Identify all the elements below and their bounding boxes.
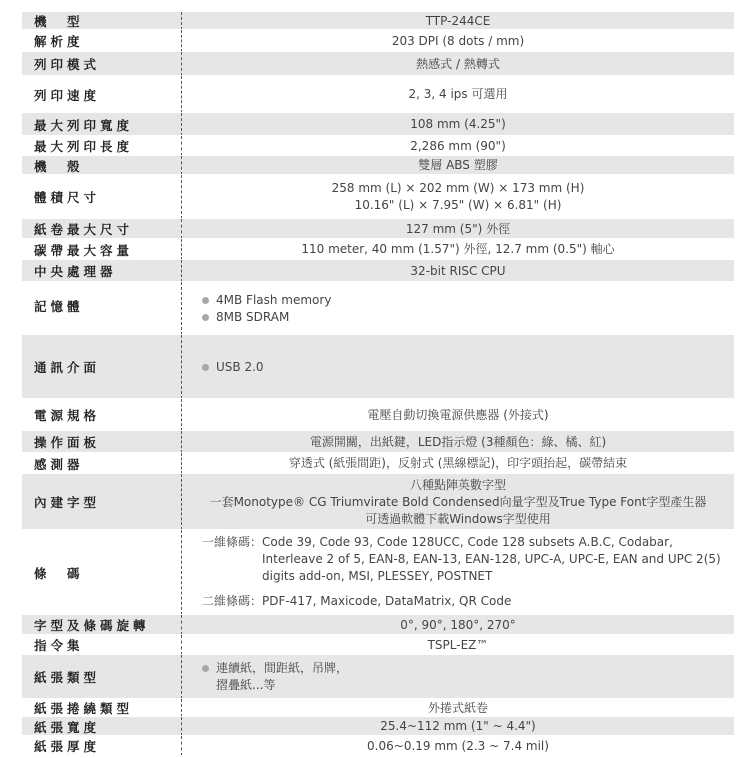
spec-row-cpu xyxy=(22,260,734,282)
spec-row-ribbon-capacity xyxy=(22,239,734,260)
spec-row-barcode xyxy=(22,530,734,615)
spec-value xyxy=(182,260,734,282)
spec-value xyxy=(182,52,734,76)
spec-row-control-panel xyxy=(22,431,734,453)
spec-value xyxy=(182,399,734,431)
bullet-item xyxy=(202,660,348,677)
bullet-text: 連續紙，間距紙，吊牌， xyxy=(216,661,349,675)
spec-value xyxy=(182,175,734,219)
barcode-1d-text: Code 39, Code 93, Code 128UCC, Code 128 subsets A.B.C, Codabar, Interleave 2 of 5, EAN-8, EAN-13, EAN-128, UPC-A, UPC-E, EAN and UPC 2(5) digits add-on, MSI, PLESSEY, POSTNET xyxy=(262,535,721,583)
bullet-dot-icon xyxy=(202,314,209,321)
spec-value xyxy=(182,736,734,756)
spec-row-sensors xyxy=(22,453,734,474)
spec-value xyxy=(182,335,734,399)
spec-value-line: 一套Monotype® CG Triumvirate Bold Condensed向量字型及True Type Font字型產生器 xyxy=(209,494,707,509)
spec-label: 操作面板 xyxy=(22,431,182,453)
spec-label: 字型及條碼旋轉 xyxy=(22,615,182,635)
spec-row-command-set xyxy=(22,635,734,655)
bullet-item xyxy=(202,359,264,376)
spec-value xyxy=(182,76,734,113)
spec-row-media-wound xyxy=(22,699,734,717)
spec-value-line: TTP-244CE xyxy=(425,13,491,28)
bullet-text: 8MB SDRAM xyxy=(216,309,290,324)
spec-value-line: 258 mm (L) × 202 mm (W) × 173 mm (H) xyxy=(331,181,585,195)
spec-value xyxy=(182,530,734,615)
spec-value xyxy=(182,655,734,699)
spec-label: 內建字型 xyxy=(22,474,182,530)
spec-value-line: 2,286 mm (90") xyxy=(410,138,506,153)
spec-value xyxy=(182,474,734,530)
spec-label: 最大列印長度 xyxy=(22,136,182,156)
spec-value-line: 203 DPI (8 dots / mm) xyxy=(391,33,525,48)
spec-value-line: 127 mm (5") 外徑 xyxy=(405,221,511,236)
spec-row-internal-fonts xyxy=(22,474,734,530)
spec-value xyxy=(182,282,734,335)
spec-row-max-roll-size xyxy=(22,219,734,239)
bullet-dot-icon xyxy=(202,364,209,371)
spec-row-interface xyxy=(22,335,734,399)
spec-value xyxy=(182,12,734,30)
spec-row-memory xyxy=(22,282,734,335)
spec-label: 條 碼 xyxy=(22,530,182,615)
barcode-2d-text: PDF-417, Maxicode, DataMatrix, QR Code xyxy=(262,594,512,608)
spec-value xyxy=(182,699,734,717)
bullet-text: 4MB Flash memory xyxy=(216,292,332,307)
spec-value-line: 32-bit RISC CPU xyxy=(410,263,506,278)
spec-row-media-type xyxy=(22,655,734,699)
spec-value xyxy=(182,635,734,655)
barcode-2d-label: 二維條碼： xyxy=(202,594,263,608)
spec-row-resolution xyxy=(22,30,734,52)
spec-value-line: 110 meter, 40 mm (1.57") 外徑, 12.7 mm (0.5") 軸心 xyxy=(301,242,615,256)
spec-value xyxy=(182,431,734,453)
spec-value-line: 電壓自動切換電源供應器 (外接式) xyxy=(367,407,549,422)
spec-label: 紙張寬度 xyxy=(22,717,182,736)
spec-value-line: 電源開關，出紙鍵，LED指示燈 (3種顏色：綠、橘、紅) xyxy=(309,434,607,449)
spec-value xyxy=(182,156,734,175)
spec-label: 紙張厚度 xyxy=(22,736,182,756)
spec-label: 最大列印寬度 xyxy=(22,113,182,136)
spec-label: 中央處理器 xyxy=(22,260,182,282)
spec-label: 機 型 xyxy=(22,12,182,30)
spec-label: 列印速度 xyxy=(22,76,182,113)
spec-row-power xyxy=(22,399,734,431)
spec-label: 列印模式 xyxy=(22,52,182,76)
spec-label: 紙張捲繞類型 xyxy=(22,699,182,717)
spec-value-line: 10.16" (L) × 7.95" (W) × 6.81" (H) xyxy=(354,198,562,212)
spec-label: 體積尺寸 xyxy=(22,175,182,219)
spec-value-line: 外捲式紙卷 xyxy=(427,700,488,715)
spec-row-housing xyxy=(22,156,734,175)
spec-value-line: 可透過軟體下載Windows字型使用 xyxy=(365,511,551,526)
spec-label: 電源規格 xyxy=(22,399,182,431)
bullet-text: 摺疊紙...等 xyxy=(216,678,276,692)
spec-value xyxy=(182,136,734,156)
spec-value-line: 25.4~112 mm (1" ~ 4.4") xyxy=(380,719,536,733)
spec-value xyxy=(182,219,734,239)
spec-value xyxy=(182,30,734,52)
spec-value-line: 0.06~0.19 mm (2.3 ~ 7.4 mil) xyxy=(367,738,549,753)
bullet-dot-icon xyxy=(202,665,209,672)
spec-row-rotation xyxy=(22,615,734,635)
bullet-item xyxy=(202,309,289,326)
spec-row-model xyxy=(22,12,734,30)
spec-value-line: 雙層 ABS 塑膠 xyxy=(418,158,498,172)
barcode-1d-label: 一維條碼： xyxy=(202,535,263,549)
bullet-dot-icon xyxy=(202,297,209,304)
barcode-2d xyxy=(202,593,511,610)
spec-value xyxy=(182,717,734,736)
spec-row-media-thickness xyxy=(22,736,734,756)
spec-value-line: 熱感式 / 熱轉式 xyxy=(416,56,500,71)
spec-label: 通訊介面 xyxy=(22,335,182,399)
spec-value-line: 0°, 90°, 180°, 270° xyxy=(400,617,516,632)
spec-value xyxy=(182,615,734,635)
spec-value-line: 八種點陣英數字型 xyxy=(409,477,506,492)
bullet-item xyxy=(202,292,331,309)
spec-value-line: 108 mm (4.25") xyxy=(410,117,506,131)
spec-value-line: TSPL-EZ™ xyxy=(427,637,489,652)
spec-row-print-mode xyxy=(22,52,734,76)
spec-value-line: 穿透式 (紙張間距)，反射式 (黑線標記)，印字頭抬起，碳帶結束 xyxy=(288,456,628,470)
spec-label: 記憶體 xyxy=(22,282,182,335)
spec-label: 紙張類型 xyxy=(22,655,182,699)
barcode-1d xyxy=(202,534,727,585)
spec-label: 碳帶最大容量 xyxy=(22,239,182,260)
bullet-continuation xyxy=(202,677,275,694)
spec-label: 感測器 xyxy=(22,453,182,474)
spec-row-print-speed xyxy=(22,76,734,113)
spec-label: 指令集 xyxy=(22,635,182,655)
spec-row-max-print-length xyxy=(22,136,734,156)
spec-value xyxy=(182,453,734,474)
bullet-text: USB 2.0 xyxy=(216,359,264,374)
spec-label: 解析度 xyxy=(22,30,182,52)
spec-row-max-print-width xyxy=(22,113,734,136)
spec-value xyxy=(182,239,734,260)
spec-label: 機 殼 xyxy=(22,156,182,175)
spec-row-media-width xyxy=(22,717,734,736)
spec-value-line: 2, 3, 4 ips 可選用 xyxy=(408,87,508,101)
spec-row-dimensions xyxy=(22,175,734,219)
spec-label: 紙卷最大尺寸 xyxy=(22,219,182,239)
spec-value xyxy=(182,113,734,136)
